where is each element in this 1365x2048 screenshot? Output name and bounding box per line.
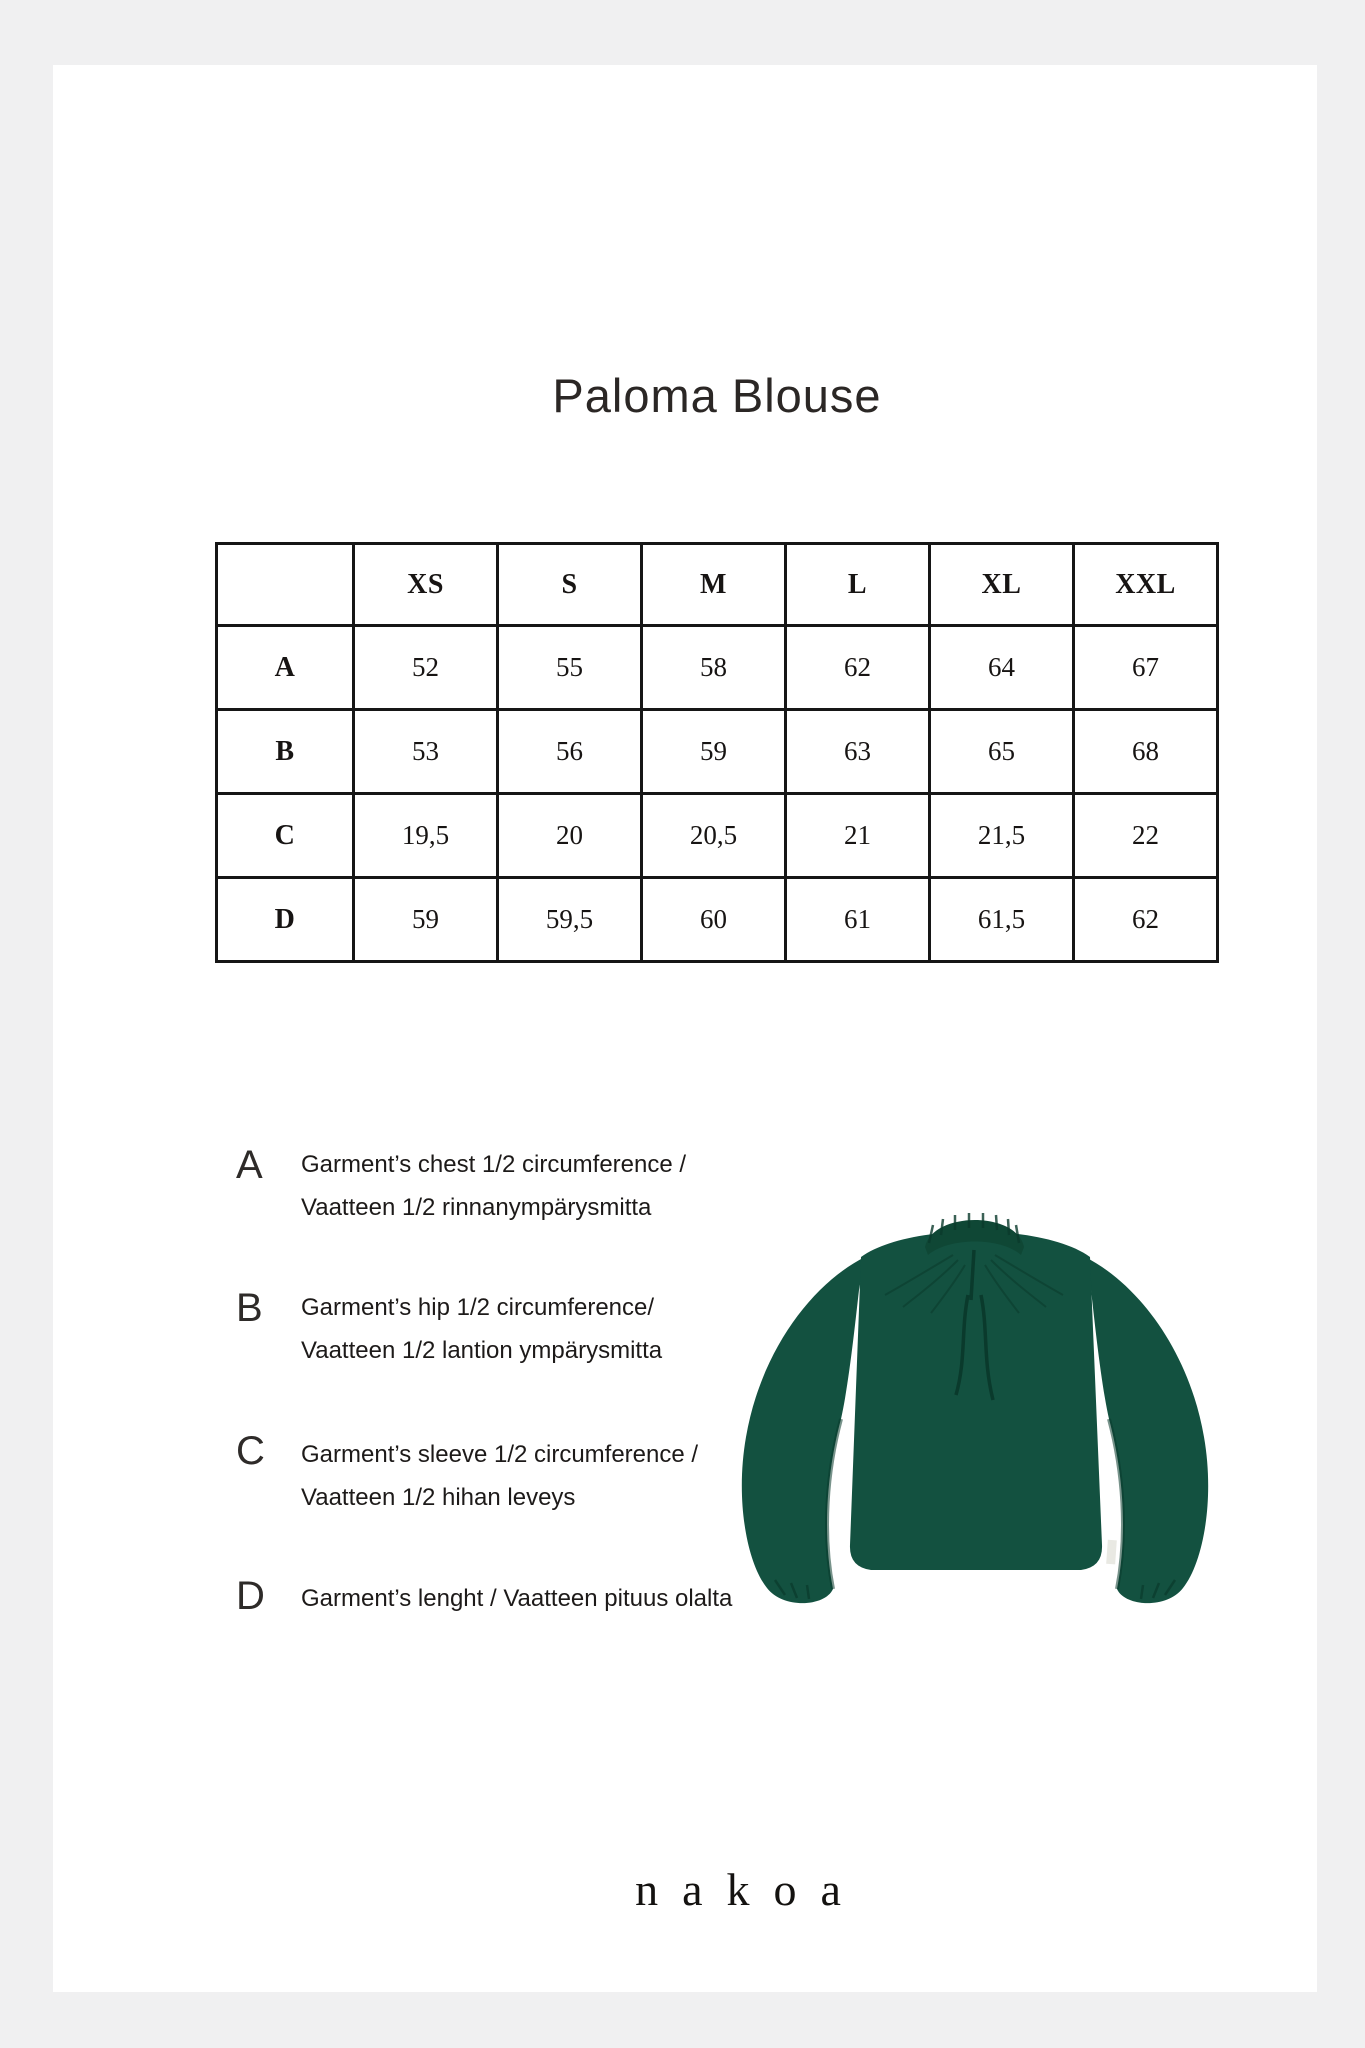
size-value: 59,5 — [498, 878, 642, 962]
hem-tag — [1106, 1540, 1117, 1565]
size-value: 62 — [1074, 878, 1218, 962]
size-value: 59 — [642, 710, 786, 794]
page-title: Paloma Blouse — [552, 369, 882, 422]
size-header-l: L — [786, 544, 930, 626]
legend-text-d — [301, 1577, 732, 1620]
legend-text-a — [301, 1143, 686, 1229]
legend-key-c: C — [236, 1429, 265, 1473]
size-header-m: M — [642, 544, 786, 626]
size-value: 21 — [786, 794, 930, 878]
legend-text-b — [301, 1286, 662, 1372]
size-table — [215, 542, 1219, 963]
size-value: 68 — [1074, 710, 1218, 794]
size-value: 67 — [1074, 626, 1218, 710]
size-value: 62 — [786, 626, 930, 710]
size-value: 52 — [354, 626, 498, 710]
size-value: 61 — [786, 878, 930, 962]
size-value: 59 — [354, 878, 498, 962]
legend-text-c — [301, 1433, 698, 1519]
row-label-d: D — [217, 878, 354, 962]
size-value: 58 — [642, 626, 786, 710]
size-value: 53 — [354, 710, 498, 794]
product-image-blouse — [703, 1195, 1248, 1645]
table-row-d — [217, 878, 1218, 962]
size-value: 20,5 — [642, 794, 786, 878]
row-label-c: C — [217, 794, 354, 878]
legend-c-line2: Vaatteen 1/2 hihan leveys — [301, 1484, 576, 1511]
size-guide-card — [53, 65, 1317, 1992]
size-value: 55 — [498, 626, 642, 710]
legend-c-line1: Garment’s sleeve 1/2 circumference / — [301, 1441, 699, 1468]
table-row-b — [217, 710, 1218, 794]
size-header-xs: XS — [354, 544, 498, 626]
row-label-b: B — [217, 710, 354, 794]
brand-logo: nakoa — [635, 1864, 865, 1915]
legend-a-line2: Vaatteen 1/2 rinnanympärysmitta — [301, 1194, 652, 1221]
legend-a-line1: Garment’s chest 1/2 circumference / — [301, 1151, 687, 1178]
size-header-xl: XL — [930, 544, 1074, 626]
size-value: 56 — [498, 710, 642, 794]
legend-d-line1: Garment’s lenght / Vaatteen pituus olalta — [301, 1585, 733, 1612]
legend-key-a: A — [236, 1143, 263, 1187]
size-header-s: S — [498, 544, 642, 626]
blouse-illustration — [703, 1195, 1248, 1645]
size-value: 60 — [642, 878, 786, 962]
size-value: 22 — [1074, 794, 1218, 878]
size-table-header-row — [217, 544, 1218, 626]
size-value: 61,5 — [930, 878, 1074, 962]
legend-b-line2: Vaatteen 1/2 lantion ympärysmitta — [301, 1337, 663, 1364]
size-value: 19,5 — [354, 794, 498, 878]
size-value: 65 — [930, 710, 1074, 794]
legend-key-d: D — [236, 1574, 265, 1618]
size-value: 21,5 — [930, 794, 1074, 878]
table-row-a — [217, 626, 1218, 710]
legend-b-line1: Garment’s hip 1/2 circumference/ — [301, 1294, 655, 1321]
size-value: 64 — [930, 626, 1074, 710]
row-label-a: A — [217, 626, 354, 710]
table-row-c — [217, 794, 1218, 878]
size-value: 20 — [498, 794, 642, 878]
size-header-blank — [217, 544, 354, 626]
size-value: 63 — [786, 710, 930, 794]
size-header-xxl: XXL — [1074, 544, 1218, 626]
legend-key-b: B — [236, 1286, 263, 1330]
